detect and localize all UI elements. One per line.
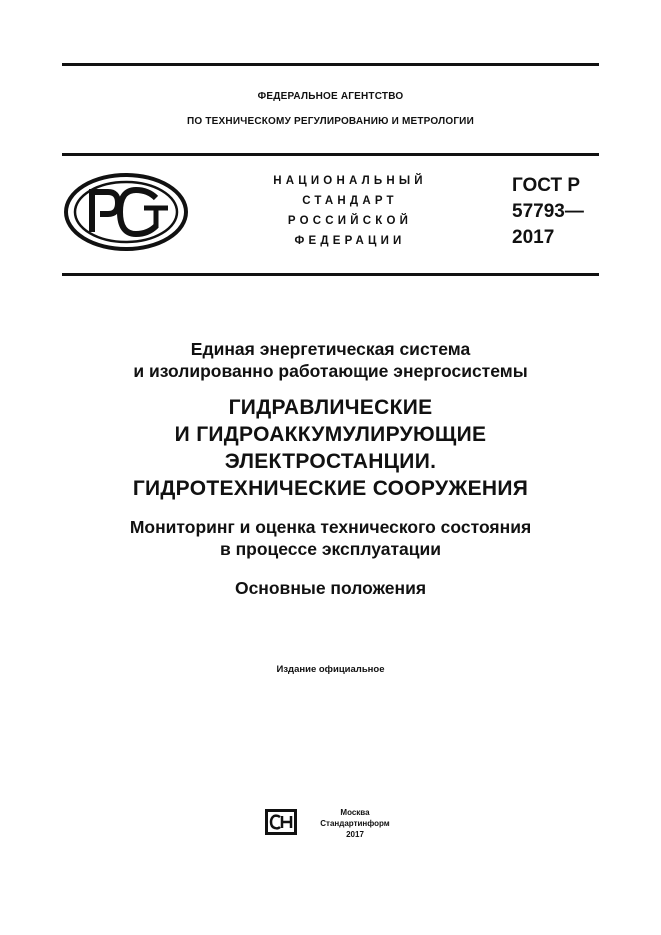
gost-r-logo: [64, 172, 190, 252]
publisher-block: [305, 807, 405, 840]
standard-type-line-1: НАЦИОНАЛЬНЫЙ: [273, 175, 427, 187]
header-bottom-rule: [62, 273, 599, 276]
agency-line-1: ФЕДЕРАЛЬНОЕ АГЕНТСТВО: [257, 91, 404, 102]
subtitle-line-2: в процессе эксплуатации: [219, 539, 442, 559]
publisher-city: Москва: [340, 808, 370, 817]
main-title-line-1: ГИДРАВЛИЧЕСКИЕ: [228, 396, 433, 419]
standard-type-line-4: ФЕДЕРАЦИИ: [294, 235, 406, 247]
designation-line-3: 2017: [512, 227, 555, 248]
standard-type-line-2: СТАНДАРТ: [302, 195, 398, 207]
main-title-line-4: ГИДРОТЕХНИЧЕСКИЕ СООРУЖЕНИЯ: [132, 477, 529, 500]
agency-line-2: ПО ТЕХНИЧЕСКОМУ РЕГУЛИРОВАНИЮ И МЕТРОЛОГИИ: [187, 116, 474, 127]
subtitle-line-1: Мониторинг и оценка технического состояния: [129, 517, 532, 537]
top-rule: [62, 63, 599, 66]
gost-r-icon: [64, 172, 190, 252]
standartinform-logo: [264, 808, 298, 836]
subtitle-line-3: Основные положения: [234, 578, 427, 598]
edition-label: Издание официальное: [276, 664, 385, 675]
publisher-year: 2017: [346, 830, 364, 839]
designation-line-2: 57793—: [512, 201, 584, 222]
publisher-name: Стандартинформ: [320, 819, 390, 828]
main-title-line-3: ЭЛЕКТРОСТАНЦИИ.: [224, 450, 437, 473]
header-top-rule: [62, 153, 599, 156]
title-line-1: Единая энергетическая система: [190, 339, 471, 359]
designation-line-1: ГОСТ Р: [512, 175, 581, 196]
main-title-line-2: И ГИДРОАККУМУЛИРУЮЩИЕ: [174, 423, 487, 446]
standard-type-line-3: РОССИЙСКОЙ: [287, 215, 413, 227]
title-line-2: и изолированно работающие энергосистемы: [133, 361, 528, 381]
standartinform-icon: [264, 808, 298, 836]
